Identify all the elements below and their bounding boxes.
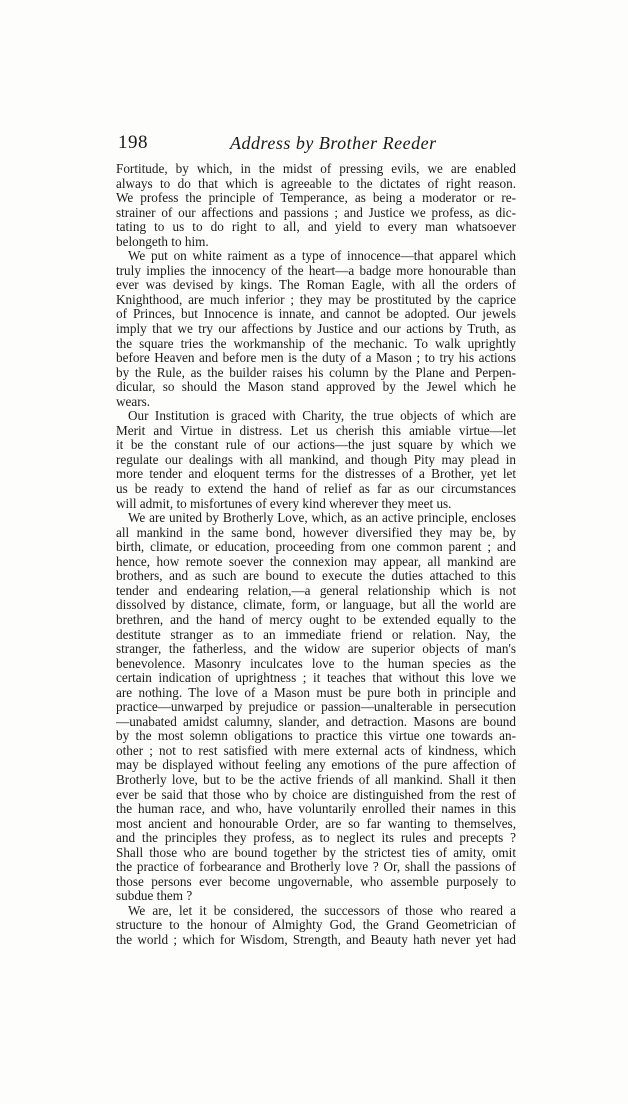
text-line: the practice of forbearance and Brotherly love ? Or, shall the passions of [116,860,516,875]
text-line: We put on white raiment as a type of innocence—that apparel which [128,249,516,264]
paragraph [116,511,516,904]
text-line: of Princes, but Innocence is innate, and cannot be adopted. Our jewels [116,307,516,322]
text-line: regulate our dealings with all mankind, and though Pity may plead in [116,452,516,467]
text-line: may be displayed without feeling any emotions of the pure affection of [116,758,516,773]
text-line: subdue them ? [116,889,193,904]
text-line: destitute stranger as to an immediate friend or relation. Nay, the [116,627,516,642]
text-line: We are united by Brotherly Love, which, as an active principle, encloses [128,511,516,526]
paragraph [116,904,516,948]
text-line: dicular, so should the Mason stand approved by the Jewel which he [116,380,516,395]
text-line: tender and endearing relation,—a general relationship which is not [116,583,516,598]
text-line: are nothing. The love of a Mason must be pure both in principle and [116,685,516,700]
text-line: the square tries the workmanship of the mechanic. To walk uprightly [116,336,516,351]
text-line: before Heaven and before men is the duty of a Mason ; to try his actions [116,351,516,366]
text-line: most ancient and honourable Order, are so far wanting to themselves, [116,816,516,831]
text-line: Merit and Virtue in distress. Let us cherish this amiable virtue—let [116,423,516,438]
text-line: more tender and eloquent terms for the distresses of a Brother, yet let [116,467,516,482]
text-line: us be ready to extend the hand of relief as far as our circumstances [116,482,516,497]
text-line: hence, how remote soever the connexion may appear, all mankind are [116,554,516,569]
text-line: the human race, and who, have voluntarily enrolled their names in this [116,802,516,817]
text-line: —unabated amidst calumny, slander, and detraction. Masons are bound [116,714,516,729]
text-line: brothers, and as such are bound to execute the duties attached to this [116,569,516,584]
paragraph [116,249,516,409]
text-line: and the principles they profess, as to neglect its rules and precepts ? [116,831,516,846]
text-line: always to do that which is agreeable to the dictates of right reason. [116,176,516,191]
text-line: stranger, the fatherless, and the widow are superior objects of man's [116,642,516,657]
text-line: strainer of our affections and passions ; and Justice we profess, as dic- [116,205,516,220]
text-line: dissolved by distance, climate, form, or language, but all the world are [116,598,516,613]
text-line: imply that we try our affections by Justice and our actions by Truth, as [116,322,516,337]
text-line: ever be said that those who by choice are distinguished from the rest of [116,787,516,802]
text-line: other ; not to rest satisfied with mere external acts of kindness, which [116,743,516,758]
text-line: tating to us to do right to all, and yield to every man whatsoever [116,220,516,235]
text-line: Brotherly love, but to be the active friends of all mankind. Shall it then [116,772,516,787]
text-line: the world ; which for Wisdom, Strength, and Beauty hath never yet had [116,932,516,947]
text-line: ever was devised by kings. The Roman Eagle, with all the orders of [116,278,516,293]
page-number: 198 [118,132,148,153]
text-line: brethren, and the hand of mercy ought to be extended equally to the [116,612,516,627]
text-line: truly implies the innocency of the heart—a badge more honourable than [116,263,516,278]
text-line: We are, let it be considered, the successors of those who reared a [128,903,516,918]
text-line: Our Institution is graced with Charity, the true objects of which are [128,409,516,424]
text-line: those persons ever become ungovernable, who assemble purposely to [116,874,516,889]
body-text [116,162,516,948]
text-line: it be the constant rule of our actions—the just square by which we [116,438,516,453]
text-line: belongeth to him. [116,234,209,249]
text-line: benevolence. Masonry inculcates love to the human species as the [116,656,516,671]
text-line: by the most solemn obligations to practice this virtue one towards an- [116,729,516,744]
text-line: by the Rule, as the builder raises his column by the Plane and Perpen- [116,365,516,380]
text-line: structure to the honour of Almighty God, the Grand Geometrician of [116,918,516,933]
text-line: We profess the principle of Temperance, as being a moderator or re- [116,191,516,206]
running-head [118,132,518,158]
text-line: practice—unwarped by prejudice or passion—unalterable in persecution [116,700,516,715]
text-line: birth, climate, or education, proceeding from one common parent ; and [116,540,516,555]
text-line: Fortitude, by which, in the midst of pressing evils, we are enabled [116,162,516,176]
text-line: will admit, to misfortunes of every kind wherever they meet us. [116,496,452,511]
text-line: wears. [116,394,151,409]
running-title: Address by Brother Reeder [230,133,437,153]
paragraph [116,162,516,249]
text-line: all mankind in the same bond, however diversified they may be, by [116,525,516,540]
text-line: certain indication of uprightness ; it teaches that without this love we [116,671,516,686]
paragraph [116,409,516,511]
text-line: Shall those who are bound together by the strictest ties of amity, omit [116,845,516,860]
text-line: Knighthood, are much inferior ; they may be prostituted by the caprice [116,292,516,307]
